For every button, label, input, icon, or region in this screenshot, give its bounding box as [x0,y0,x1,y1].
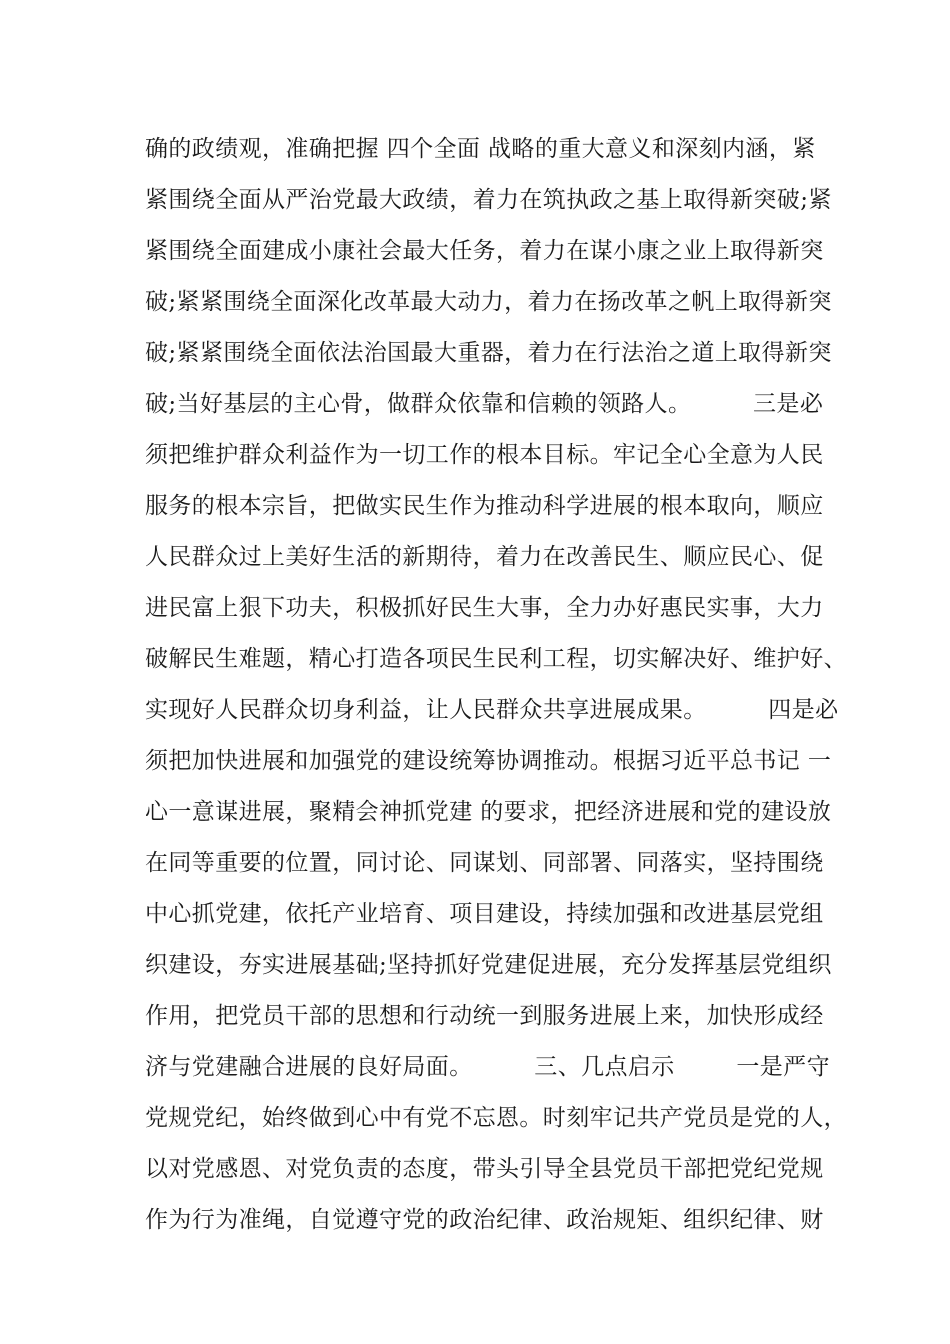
text-line: 党规党纪，始终做到心中有党不忘恩。时刻牢记共产党员是党的人， [145,1105,847,1131]
text-line: 实现好人民群众切身利益，让人民群众共享进展成果。 四是必 [145,697,839,723]
text-line: 服务的根本宗旨，把做实民生作为推动科学进展的根本取向，顺应 [145,493,824,519]
text-line: 织建设，夯实进展基础;坚持抓好党建促进展，充分发挥基层党组织 [145,952,832,978]
text-line: 作用，把党员干部的思想和行动统一到服务进展上来，加快形成经 [145,1003,824,1029]
text-line: 破解民生难题，精心打造各项民生民利工程，切实解决好、维护好、 [145,646,847,672]
text-line: 破;紧紧围绕全面依法治国最大重器，着力在行法治之道上取得新突 [145,340,832,366]
text-line: 作为行为准绳，自觉遵守党的政治纪律、政治规矩、组织纪律、财 [145,1207,824,1233]
text-line: 中心抓党建，依托产业培育、项目建设，持续加强和改进基层党组 [145,901,824,927]
text-line: 心一意谋进展，聚精会神抓党建 的要求，把经济进展和党的建设放 [145,799,832,825]
text-line: 进民富上狠下功夫，积极抓好民生大事，全力办好惠民实事，大力 [145,595,824,621]
text-line: 破;紧紧围绕全面深化改革最大动力，着力在扬改革之帆上取得新突 [145,289,832,315]
text-line: 济与党建融合进展的良好局面。 三、几点启示 一是严守 [145,1054,830,1080]
text-line: 确的政绩观，准确把握 四个全面 战略的重大意义和深刻内涵，紧 [145,136,816,162]
body-text [145,124,847,1246]
text-line: 人民群众过上美好生活的新期待，着力在改善民生、顺应民心、促 [145,544,824,570]
text-line: 须把维护群众利益作为一切工作的根本目标。牢记全心全意为人民 [145,442,824,468]
text-line: 在同等重要的位置，同讨论、同谋划、同部署、同落实，坚持围绕 [145,850,824,876]
text-line: 紧围绕全面建成小康社会最大任务，着力在谋小康之业上取得新突 [145,238,824,264]
text-line: 须把加快进展和加强党的建设统筹协调推动。根据习近平总书记 一 [145,748,832,774]
text-line: 破;当好基层的主心骨，做群众依靠和信赖的领路人。 三是必 [145,391,824,417]
text-line: 紧围绕全面从严治党最大政绩，着力在筑执政之基上取得新突破;紧 [145,187,832,213]
text-line: 以对党感恩、对党负责的态度，带头引导全县党员干部把党纪党规 [145,1156,824,1182]
